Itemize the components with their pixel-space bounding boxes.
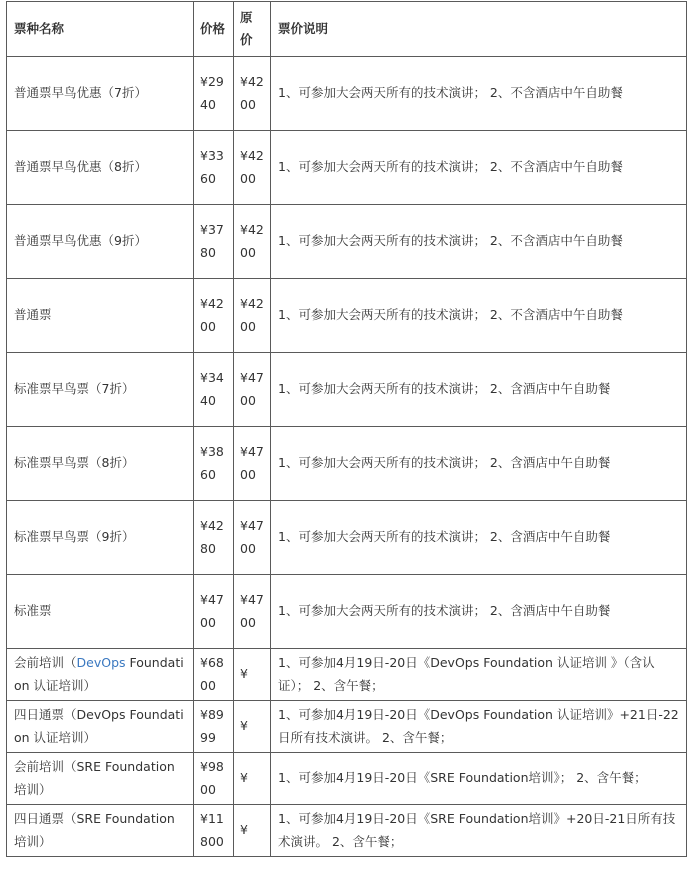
ticket-original-price: ¥4700 — [234, 575, 271, 649]
table-row — [7, 805, 687, 857]
table-row — [7, 649, 687, 701]
ticket-original-price: ¥ — [234, 753, 271, 805]
ticket-price: ¥3360 — [194, 131, 234, 205]
ticket-price: ¥4280 — [194, 501, 234, 575]
ticket-price: ¥9800 — [194, 753, 234, 805]
table-header-row — [7, 2, 687, 57]
ticket-name: 普通票早鸟优惠（9折） — [7, 205, 194, 279]
ticket-name-suffix: Foundation 认证培训） — [14, 655, 184, 693]
ticket-description: 1、可参加大会两天所有的技术演讲； 2、含酒店中午自助餐 — [271, 353, 687, 427]
ticket-price: ¥4200 — [194, 279, 234, 353]
ticket-name: 会前培训（SRE Foundation 培训） — [7, 753, 194, 805]
ticket-name: 标准票早鸟票（8折） — [7, 427, 194, 501]
table-row — [7, 57, 687, 131]
ticket-price: ¥6800 — [194, 649, 234, 701]
ticket-name: 普通票 — [7, 279, 194, 353]
table-row — [7, 353, 687, 427]
ticket-name: 标准票早鸟票（9折） — [7, 501, 194, 575]
table-row — [7, 131, 687, 205]
ticket-description: 1、可参加大会两天所有的技术演讲； 2、含酒店中午自助餐 — [271, 427, 687, 501]
ticket-name-prefix: 会前培训（ — [14, 655, 77, 670]
devops-link[interactable]: DevOps — [76, 655, 126, 670]
ticket-original-price: ¥ — [234, 649, 271, 701]
ticket-original-price: ¥4200 — [234, 205, 271, 279]
ticket-description: 1、可参加大会两天所有的技术演讲； 2、不含酒店中午自助餐 — [271, 205, 687, 279]
table-row — [7, 575, 687, 649]
ticket-name: 四日通票（SRE Foundation 培训） — [7, 805, 194, 857]
header-original-price: 原价 — [234, 2, 271, 57]
ticket-description: 1、可参加4月19日-20日《DevOps Foundation 认证培训 》（含认证）； 2、含午餐； — [271, 649, 687, 701]
ticket-price: ¥4700 — [194, 575, 234, 649]
ticket-name: 标准票早鸟票（7折） — [7, 353, 194, 427]
ticket-description: 1、可参加大会两天所有的技术演讲； 2、不含酒店中午自助餐 — [271, 279, 687, 353]
ticket-description: 1、可参加大会两天所有的技术演讲； 2、含酒店中午自助餐 — [271, 575, 687, 649]
table-row — [7, 753, 687, 805]
ticket-original-price: ¥4200 — [234, 57, 271, 131]
ticket-name: 普通票早鸟优惠（8折） — [7, 131, 194, 205]
header-price: 价格 — [194, 2, 234, 57]
ticket-original-price: ¥4200 — [234, 279, 271, 353]
ticket-price: ¥2940 — [194, 57, 234, 131]
ticket-price-table — [6, 1, 687, 857]
header-ticket-name: 票种名称 — [7, 2, 194, 57]
ticket-name: 四日通票（DevOps Foundation 认证培训） — [7, 701, 194, 753]
ticket-price: ¥8999 — [194, 701, 234, 753]
ticket-description: 1、可参加大会两天所有的技术演讲； 2、含酒店中午自助餐 — [271, 501, 687, 575]
ticket-description: 1、可参加大会两天所有的技术演讲； 2、不含酒店中午自助餐 — [271, 131, 687, 205]
ticket-original-price: ¥4700 — [234, 353, 271, 427]
ticket-name — [7, 649, 194, 701]
ticket-price: ¥11800 — [194, 805, 234, 857]
ticket-price: ¥3440 — [194, 353, 234, 427]
ticket-description: 1、可参加4月19日-20日《SRE Foundation培训》； 2、含午餐； — [271, 753, 687, 805]
header-description: 票价说明 — [271, 2, 687, 57]
ticket-price: ¥3780 — [194, 205, 234, 279]
ticket-description: 1、可参加大会两天所有的技术演讲； 2、不含酒店中午自助餐 — [271, 57, 687, 131]
ticket-original-price: ¥ — [234, 701, 271, 753]
ticket-description: 1、可参加4月19日-20日《SRE Foundation培训》+20日-21日所有技术演讲。 2、含午餐； — [271, 805, 687, 857]
ticket-original-price: ¥ — [234, 805, 271, 857]
ticket-description: 1、可参加4月19日-20日《DevOps Foundation 认证培训》+21日-22日所有技术演讲。 2、含午餐； — [271, 701, 687, 753]
ticket-name: 普通票早鸟优惠（7折） — [7, 57, 194, 131]
ticket-original-price: ¥4200 — [234, 131, 271, 205]
table-row — [7, 279, 687, 353]
table-row — [7, 501, 687, 575]
ticket-price: ¥3860 — [194, 427, 234, 501]
ticket-original-price: ¥4700 — [234, 501, 271, 575]
ticket-name: 标准票 — [7, 575, 194, 649]
table-row — [7, 701, 687, 753]
table-row — [7, 205, 687, 279]
ticket-original-price: ¥4700 — [234, 427, 271, 501]
table-row — [7, 427, 687, 501]
